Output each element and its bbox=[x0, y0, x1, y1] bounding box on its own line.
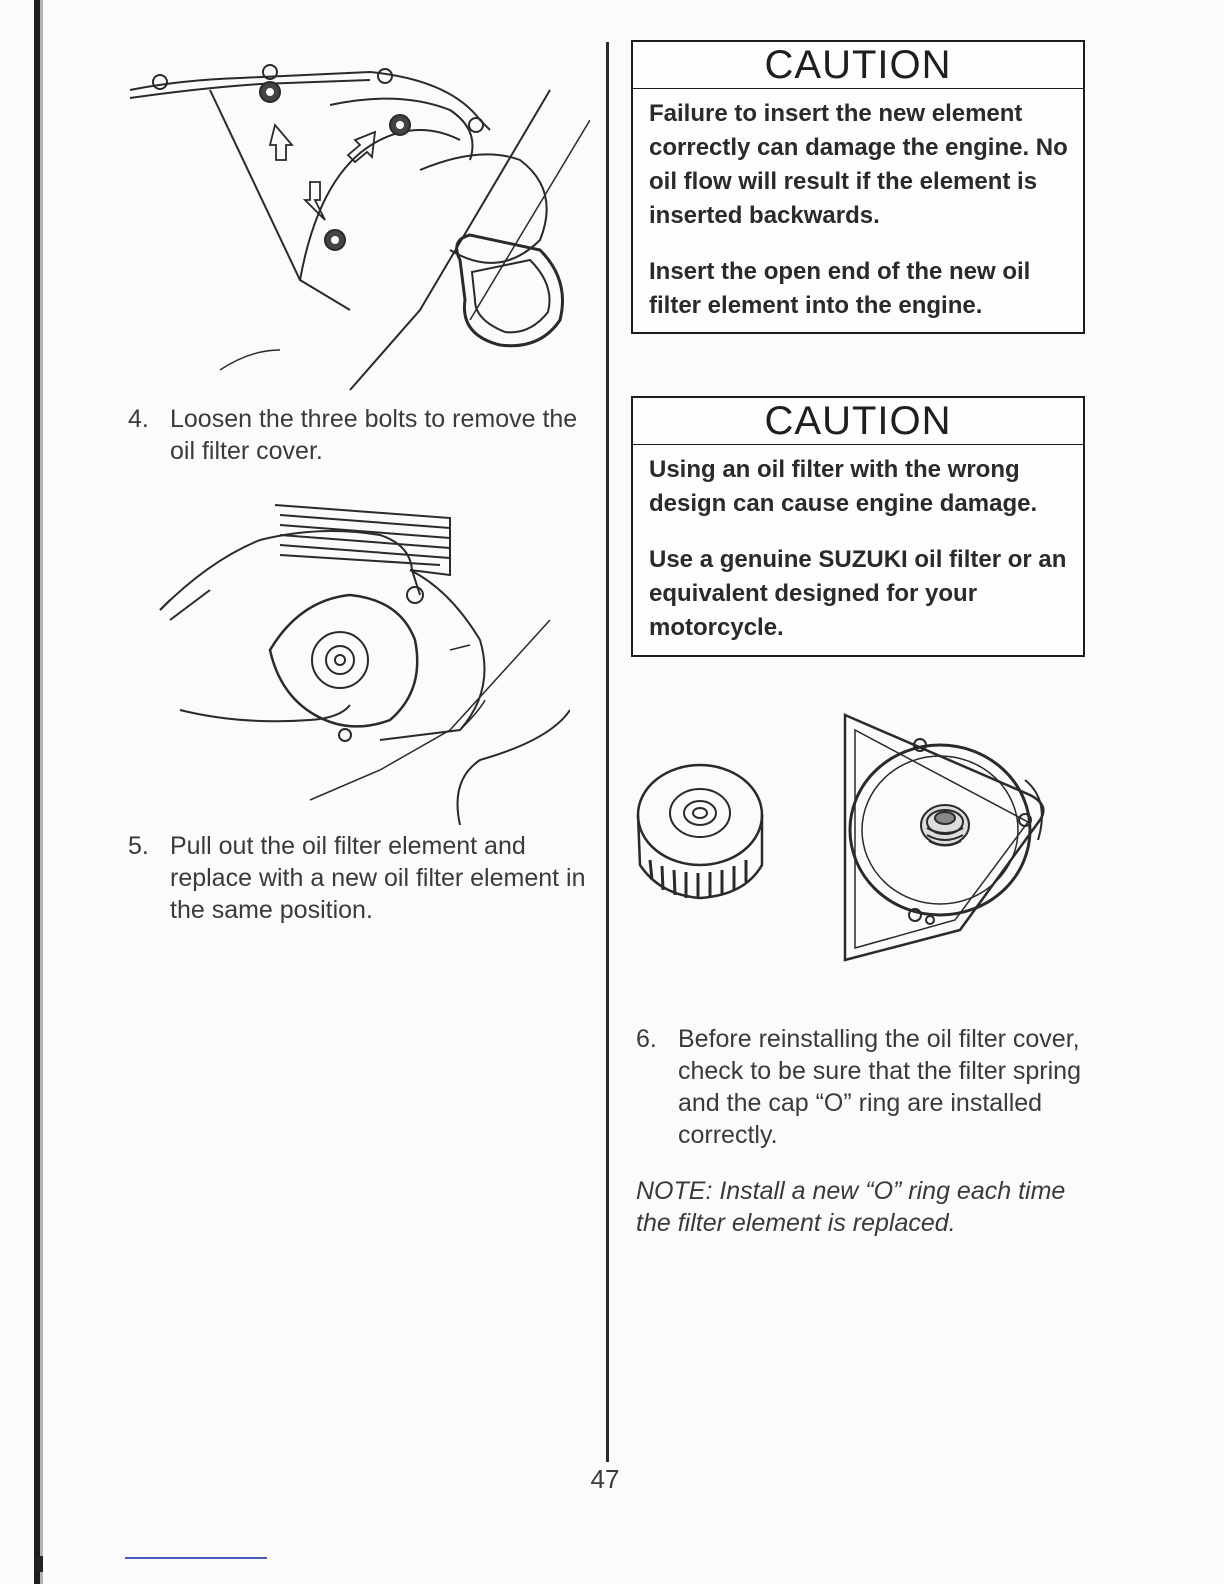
caution-title: CAUTION bbox=[633, 398, 1083, 445]
step-5 bbox=[128, 830, 598, 930]
caution-box-element-orientation bbox=[631, 40, 1085, 334]
caution-body bbox=[633, 445, 1083, 655]
caution-paragraph: Use a genuine SUZUKI oil filter or an equivalent designed for your motorcycle. bbox=[649, 546, 1067, 641]
step-number: 6. bbox=[636, 1025, 657, 1053]
step-text: Loosen the three bolts to remove the oil filter cover. bbox=[170, 405, 578, 465]
caution-title: CAUTION bbox=[633, 42, 1083, 89]
oil-filter-cover-bolts-illustration bbox=[120, 50, 590, 395]
step-number: 5. bbox=[128, 832, 149, 860]
page-number: 47 bbox=[590, 1464, 620, 1494]
step-text: Before reinstalling the oil filter cover, check to be sure that the filter spring and the cap “O” ring are installed correctly. bbox=[678, 1025, 1081, 1149]
step-6 bbox=[636, 1023, 1096, 1158]
step-4 bbox=[128, 403, 598, 473]
corner-mark bbox=[36, 1556, 43, 1572]
column-divider bbox=[606, 42, 609, 1462]
binding-edge-shadow bbox=[40, 0, 43, 1584]
remove-filter-cover-illustration bbox=[150, 500, 570, 825]
step-number: 4. bbox=[128, 405, 149, 433]
caution-box-filter-design bbox=[631, 396, 1085, 657]
step-text: Pull out the oil filter element and replace with a new oil filter element in the same position. bbox=[170, 832, 586, 924]
caution-paragraph: Using an oil filter with the wrong design can cause engine damage. bbox=[649, 456, 1038, 517]
filter-element-and-cover-illustration bbox=[630, 710, 1070, 980]
note-text: NOTE: Install a new “O” ring each time the filter element is replaced. bbox=[636, 1177, 1066, 1237]
footer-rule bbox=[125, 1557, 267, 1559]
caution-paragraph: Failure to insert the new element correctly can damage the engine. No oil flow will result if the element is inserted backwards. bbox=[649, 100, 1068, 229]
caution-paragraph: Insert the open end of the new oil filter element into the engine. bbox=[649, 258, 1031, 319]
caution-body bbox=[633, 89, 1083, 333]
